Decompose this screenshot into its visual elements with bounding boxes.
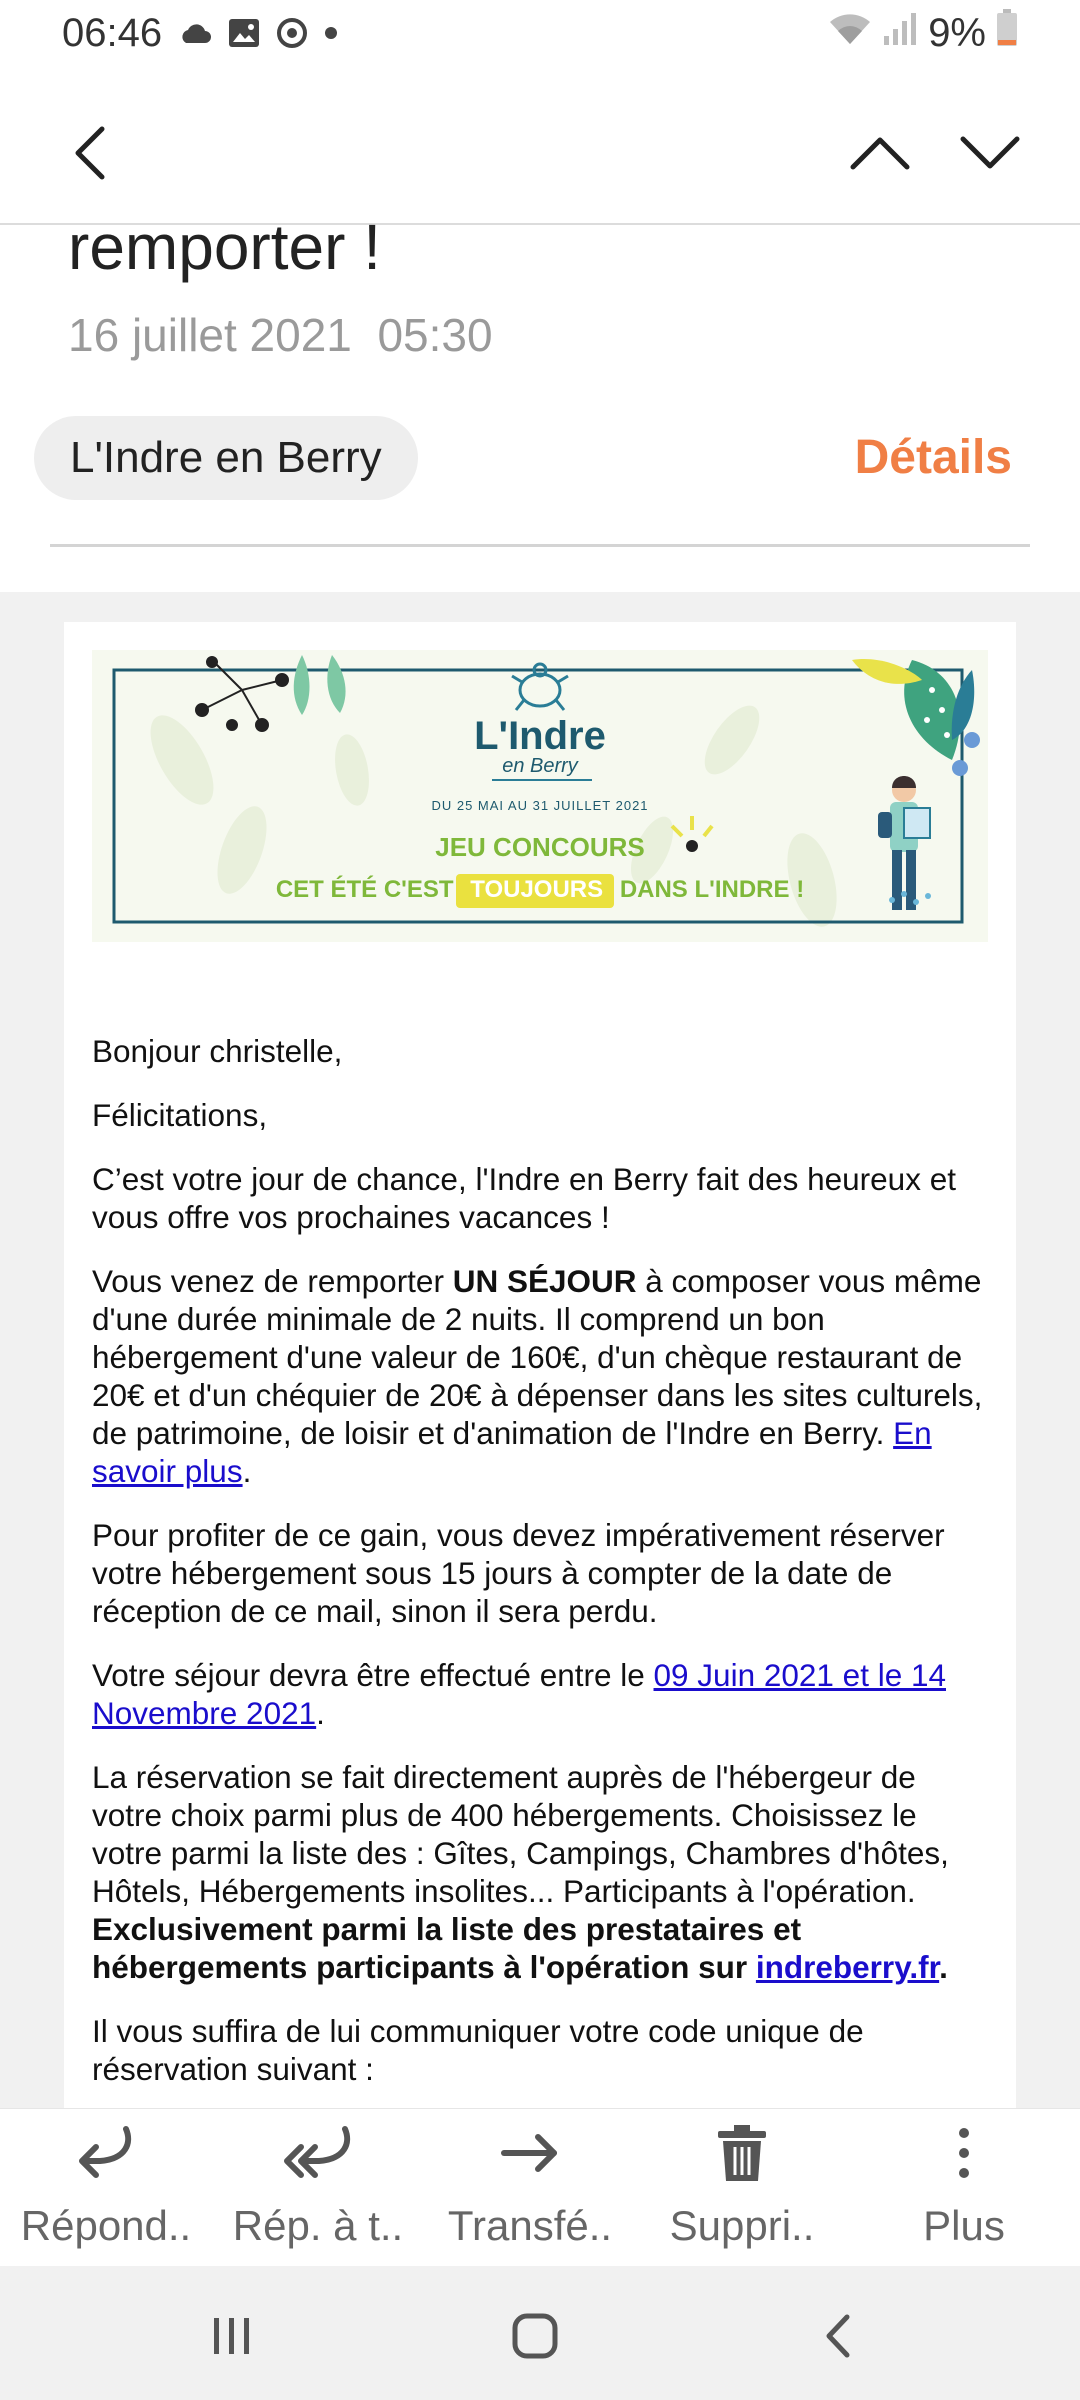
chevron-up-icon[interactable]	[840, 110, 920, 195]
sender-chip[interactable]: L'Indre en Berry	[34, 416, 418, 500]
home-icon[interactable]	[495, 2296, 575, 2376]
date-range-link[interactable]: 09 Juin 2021 et le 14 Novembre 2021	[92, 1657, 946, 1731]
paragraph-4: Votre séjour devra être effectué entre le 09 Juin 2021 et le 14 Novembre 2021.	[92, 1657, 946, 1731]
email-date: 16 juillet 2021 05:30	[68, 309, 493, 361]
action-bar	[0, 2108, 1080, 2266]
contest-banner	[92, 650, 988, 942]
recents-icon[interactable]	[192, 2296, 272, 2376]
signal-icon	[882, 11, 918, 56]
paragraph-2: Vous venez de remporter UN SÉJOUR à composer vous même d'une durée minimale de 2 nuits. Il comprend un bon hébergement d'une valeur de 160€, d'un chèque restaurant de 20€ et d'un chéquier de 20€ à dépenser dans les sites culturels, de patrimoine, de loisir et d'animation de l'Indre en Berry. En savoir plus.	[92, 1263, 983, 1489]
cloud-icon	[178, 22, 212, 44]
details-link[interactable]: Détails	[854, 431, 1012, 484]
forward-button[interactable]: Transfé..	[424, 2109, 636, 2266]
banner-dates: DU 25 MAI AU 31 JUILLET 2021	[431, 798, 649, 813]
paragraph-5: La réservation se fait directement auprès de l'hébergeur de votre choix parmi plus de 400 hébergements. Choisissez le votre parmi la liste des : Gîtes, Campings, Chambres d'hôtes, Hôtels, Hébergements insolites... Participants à l'opération. Exclusivement parmi la liste des prestataires et hébergements participants à l'opération sur indreberry.fr.	[92, 1759, 949, 1985]
battery-icon	[996, 9, 1018, 57]
app-bar	[0, 80, 1080, 225]
indreberry-link[interactable]: indreberry.fr	[755, 1949, 940, 1985]
battery-percent: 9%	[928, 10, 986, 55]
paragraph-6: Il vous suffira de lui communiquer votre code unique de réservation suivant :	[92, 2013, 864, 2087]
trash-icon	[714, 2123, 770, 2188]
banner-slogan: CET ÉTÉ C'EST TOUJOURS DANS L'INDRE !	[275, 876, 805, 903]
forward-icon	[498, 2123, 562, 2188]
more-vertical-icon	[954, 2123, 974, 2188]
chevron-down-icon[interactable]	[950, 110, 1030, 195]
reply-all-icon	[281, 2123, 355, 2188]
congrats: Félicitations,	[92, 1097, 268, 1133]
back-icon[interactable]	[798, 2296, 878, 2376]
paragraph-3: Pour profiter de ce gain, vous devez impérativement réserver votre hébergement sous 15 jours à compter de la date de réception de ce mail, sinon il sera perdu.	[92, 1517, 945, 1629]
delete-button[interactable]: Suppri..	[636, 2109, 848, 2266]
status-time: 06:46	[62, 10, 163, 55]
dot-icon	[324, 26, 338, 40]
banner-contest: JEU CONCOURS	[435, 832, 645, 862]
email-body	[64, 622, 1016, 2108]
banner-brand: L'Indre en Berry	[474, 714, 606, 777]
more-button[interactable]: Plus	[848, 2109, 1080, 2266]
reply-button[interactable]: Répond..	[0, 2109, 212, 2266]
email-text	[92, 1032, 988, 2108]
wifi-icon	[828, 11, 872, 56]
back-chevron-icon[interactable]	[50, 110, 130, 195]
header-divider	[50, 544, 1030, 547]
greeting: Bonjour christelle,	[92, 1033, 343, 1069]
image-icon	[228, 18, 260, 48]
banner-highlight: TOUJOURS	[470, 876, 604, 903]
status-bar	[0, 0, 1080, 66]
reply-icon	[74, 2123, 138, 2188]
email-subject: remporter !	[68, 211, 381, 283]
sync-icon	[276, 17, 308, 49]
reply-all-button[interactable]: Rép. à t..	[212, 2109, 424, 2266]
system-nav-bar	[0, 2266, 1080, 2400]
learn-more-link[interactable]: En savoir plus	[92, 1415, 932, 1489]
paragraph-1: C’est votre jour de chance, l'Indre en Berry fait des heureux et vous offre vos prochaines vacances !	[92, 1161, 956, 1235]
